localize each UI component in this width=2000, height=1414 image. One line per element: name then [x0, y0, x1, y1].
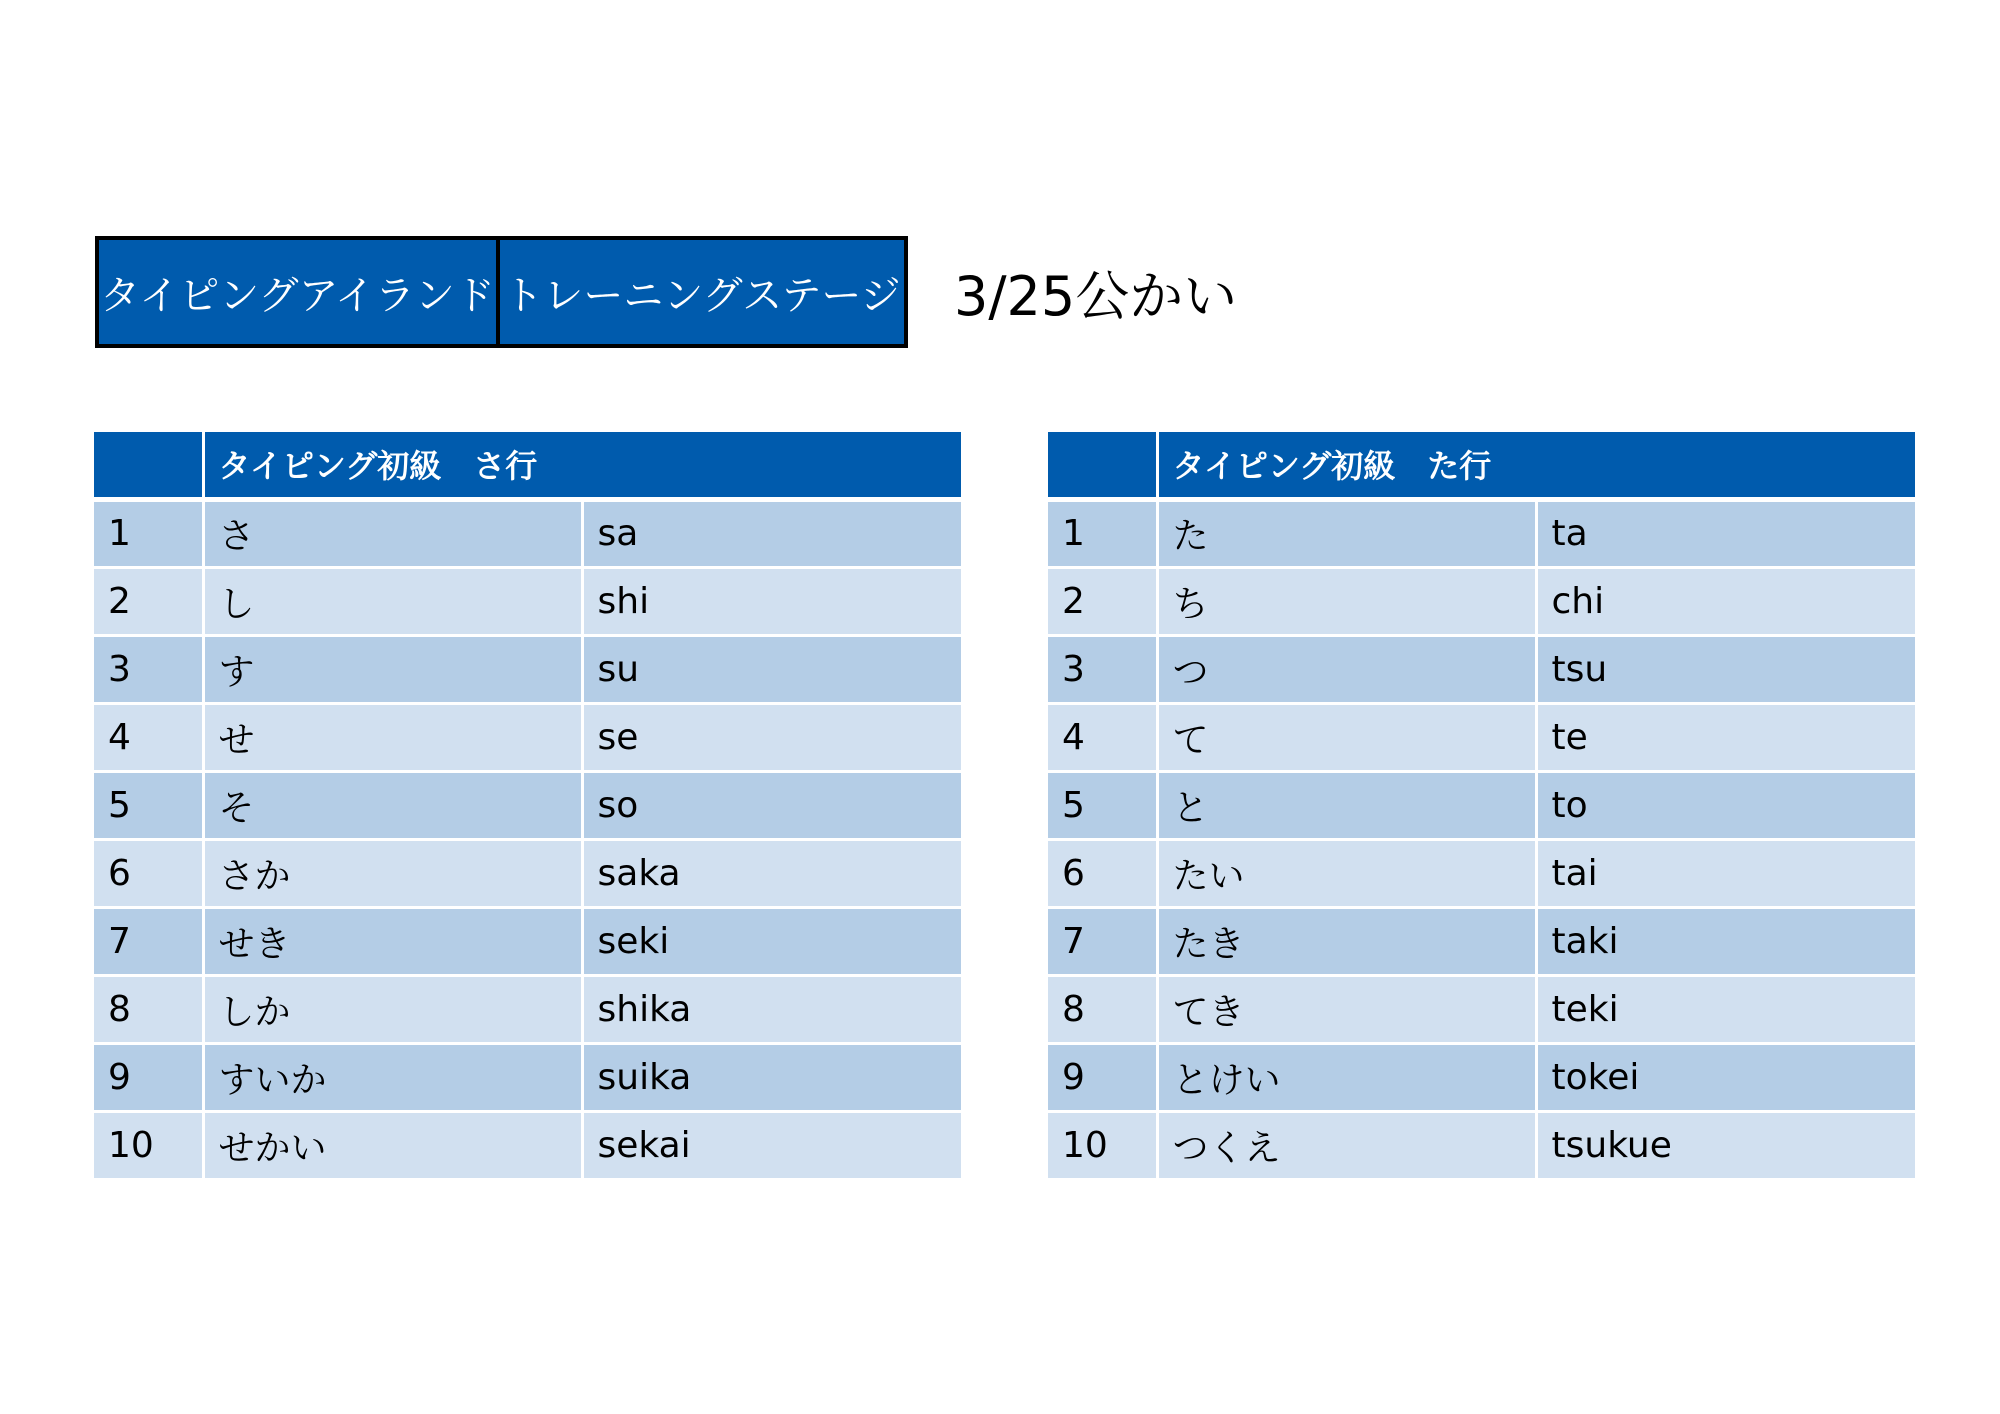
romaji-cell: teki — [1536, 975, 1915, 1043]
kana-cell: す — [203, 635, 582, 703]
row-number: 7 — [94, 907, 203, 975]
table-row — [1048, 635, 1915, 703]
row-number: 8 — [94, 975, 203, 1043]
row-number: 4 — [94, 703, 203, 771]
row-number: 3 — [94, 635, 203, 703]
kana-cell: そ — [203, 771, 582, 839]
header-num-cell — [94, 432, 203, 499]
row-number: 8 — [1048, 975, 1157, 1043]
table-row — [1048, 1111, 1915, 1179]
romaji-cell: se — [582, 703, 961, 771]
row-number: 6 — [94, 839, 203, 907]
kana-cell: つ — [1157, 635, 1536, 703]
table-row — [94, 1043, 961, 1111]
row-number: 9 — [94, 1043, 203, 1111]
romaji-cell: tai — [1536, 839, 1915, 907]
romaji-cell: suika — [582, 1043, 961, 1111]
romaji-cell: to — [1536, 771, 1915, 839]
app-name-label: タイピングアイランド — [99, 240, 500, 344]
kana-cell: しか — [203, 975, 582, 1043]
table-ta-row — [1048, 432, 1915, 1181]
word-table — [94, 432, 961, 1181]
romaji-cell: sekai — [582, 1111, 961, 1179]
romaji-cell: ta — [1536, 499, 1915, 567]
kana-cell: せ — [203, 703, 582, 771]
word-table — [1048, 432, 1915, 1181]
table-row — [94, 975, 961, 1043]
kana-cell: すいか — [203, 1043, 582, 1111]
row-number: 5 — [94, 771, 203, 839]
row-number: 4 — [1048, 703, 1157, 771]
table-row — [1048, 499, 1915, 567]
row-number: 5 — [1048, 771, 1157, 839]
table-row — [94, 567, 961, 635]
title-box — [95, 236, 908, 348]
kana-cell: ち — [1157, 567, 1536, 635]
romaji-cell: so — [582, 771, 961, 839]
table-row — [1048, 839, 1915, 907]
row-number: 2 — [1048, 567, 1157, 635]
title-bar — [95, 236, 1237, 348]
kana-cell: とけい — [1157, 1043, 1536, 1111]
table-title: タイピング初級 さ行 — [203, 432, 961, 499]
table-row — [1048, 907, 1915, 975]
table-row — [94, 907, 961, 975]
table-row — [1048, 771, 1915, 839]
romaji-cell: seki — [582, 907, 961, 975]
romaji-cell: chi — [1536, 567, 1915, 635]
table-header-row — [1048, 432, 1915, 499]
romaji-cell: sa — [582, 499, 961, 567]
table-row — [94, 771, 961, 839]
session-label: 3/25公かい — [954, 264, 1238, 328]
romaji-cell: shi — [582, 567, 961, 635]
row-number: 6 — [1048, 839, 1157, 907]
header-num-cell — [1048, 432, 1157, 499]
row-number: 10 — [1048, 1111, 1157, 1179]
kana-cell: し — [203, 567, 582, 635]
table-row — [1048, 567, 1915, 635]
romaji-cell: taki — [1536, 907, 1915, 975]
table-row — [94, 839, 961, 907]
row-number: 10 — [94, 1111, 203, 1179]
row-number: 9 — [1048, 1043, 1157, 1111]
row-number: 2 — [94, 567, 203, 635]
row-number: 3 — [1048, 635, 1157, 703]
kana-cell: たい — [1157, 839, 1536, 907]
romaji-cell: su — [582, 635, 961, 703]
table-row — [94, 1111, 961, 1179]
table-row — [1048, 975, 1915, 1043]
kana-cell: つくえ — [1157, 1111, 1536, 1179]
table-row — [1048, 703, 1915, 771]
kana-cell: さ — [203, 499, 582, 567]
kana-cell: て — [1157, 703, 1536, 771]
kana-cell: と — [1157, 771, 1536, 839]
table-row — [94, 703, 961, 771]
romaji-cell: tokei — [1536, 1043, 1915, 1111]
table-row — [94, 499, 961, 567]
row-number: 7 — [1048, 907, 1157, 975]
kana-cell: てき — [1157, 975, 1536, 1043]
kana-cell: せき — [203, 907, 582, 975]
kana-cell: さか — [203, 839, 582, 907]
kana-cell: たき — [1157, 907, 1536, 975]
romaji-cell: tsu — [1536, 635, 1915, 703]
row-number: 1 — [94, 499, 203, 567]
table-header-row — [94, 432, 961, 499]
table-row — [94, 635, 961, 703]
table-title: タイピング初級 た行 — [1157, 432, 1915, 499]
romaji-cell: te — [1536, 703, 1915, 771]
table-sa-row — [94, 432, 961, 1181]
table-row — [1048, 1043, 1915, 1111]
row-number: 1 — [1048, 499, 1157, 567]
kana-cell: た — [1157, 499, 1536, 567]
romaji-cell: tsukue — [1536, 1111, 1915, 1179]
romaji-cell: saka — [582, 839, 961, 907]
kana-cell: せかい — [203, 1111, 582, 1179]
stage-name-label: トレーニングステージ — [500, 240, 904, 344]
romaji-cell: shika — [582, 975, 961, 1043]
